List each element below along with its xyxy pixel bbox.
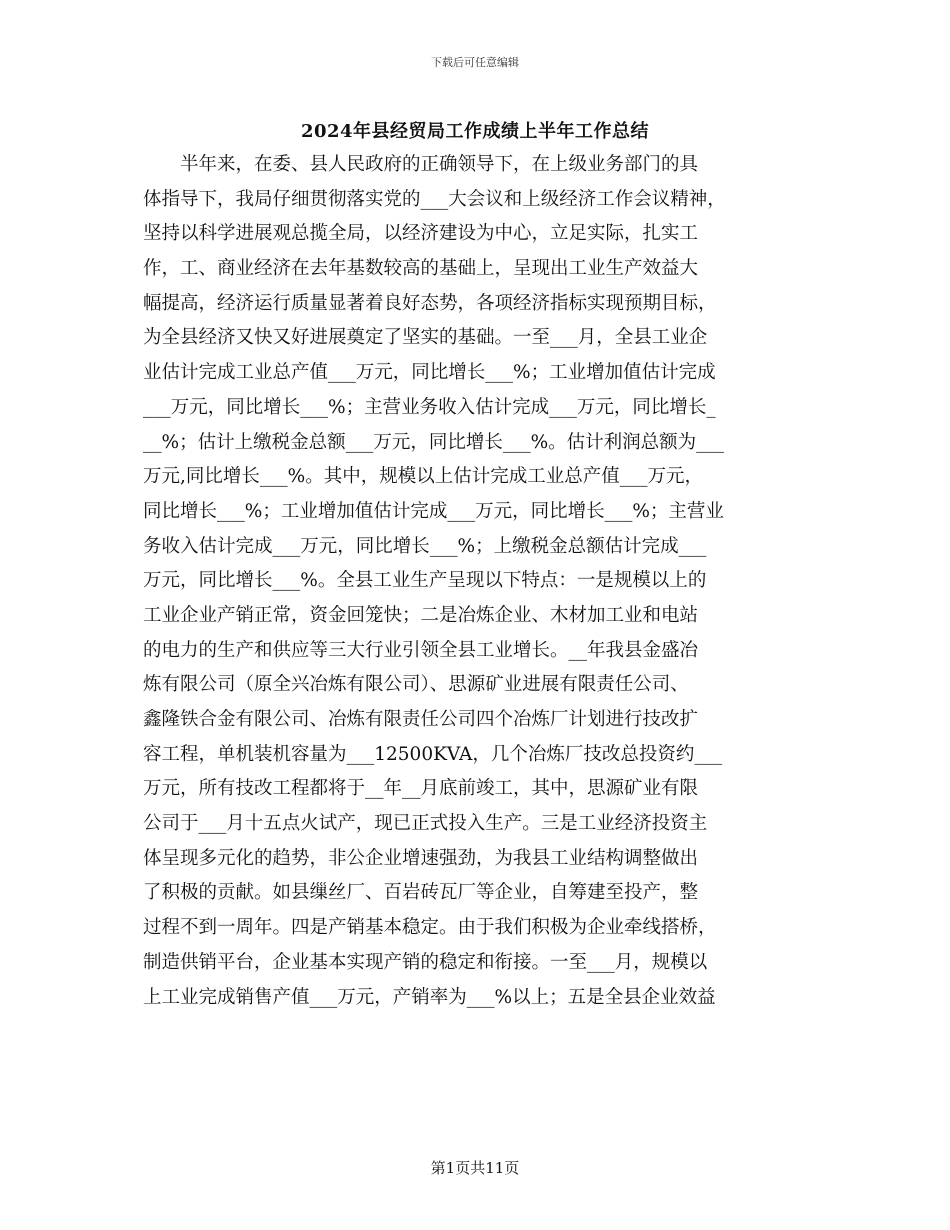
text-line: 务收入估计完成___万元，同比增长___%；上缴税金总额估计完成___ [143, 535, 707, 557]
page-footer: 第1页共11页 [430, 1159, 520, 1177]
text-line: __%；估计上缴税金总额___万元，同比增长___%。估计利润总额为___ [143, 431, 724, 453]
text-line: 了积极的贡献。如县缫丝厂、百岩砖瓦厂等企业，自筹建至投产，整 [143, 882, 699, 904]
text-line: 业估计完成工业总产值___万元，同比增长___%；工业增加值估计完成 [143, 362, 716, 384]
text-line: 万元,同比增长___%。其中，规模以上估计完成工业总产值___万元， [143, 466, 703, 488]
text-line: 作，工、商业经济在去年基数较高的基础上，呈现出工业生产效益大 [143, 258, 699, 280]
page-header: 下载后可任意编辑 [431, 56, 519, 69]
text-line: 幅提高，经济运行质量显著着良好态势，各项经济指标实现预期目标， [143, 292, 717, 314]
text-line: 过程不到一周年。四是产销基本稳定。由于我们积极为企业牵线搭桥， [143, 917, 717, 939]
text-line: 体呈现多元化的趋势，非公企业增速强劲，为我县工业结构调整做出 [143, 847, 699, 869]
text-line: 半年来，在委、县人民政府的正确领导下，在上级业务部门的具 [143, 154, 699, 175]
text-line: 炼有限公司（原全兴冶炼有限公司）、思源矿业进展有限责任公司、 [143, 674, 689, 696]
text-line: 坚持以科学进展观总揽全局，以经济建设为中心，立足实际，扎实工 [143, 223, 699, 245]
text-line: 公司于___月十五点火试产，现已正式投入生产。三是工业经济投资主 [143, 813, 708, 835]
document-title: 2024年县经贸局工作成绩上半年工作总结 [300, 121, 650, 142]
text-line: 万元，所有技改工程都将于__年__月底前竣工，其中，思源矿业有限 [143, 778, 699, 800]
text-line: 制造供销平台，企业基本实现产销的稳定和衔接。一至___月，规模以 [143, 951, 708, 973]
text-line: 万元，同比增长___%。全县工业生产呈现以下特点：一是规模以上的 [143, 570, 707, 592]
body-text [143, 148, 803, 1015]
text-line: 同比增长___%；工业增加值估计完成___万元，同比增长___%；主营业 [143, 500, 724, 522]
text-line: 上工业完成销售产值___万元，产销率为___%以上；五是全县企业效益 [143, 986, 716, 1008]
text-line: 体指导下，我局仔细贯彻落实党的___大会议和上级经济工作会议精神， [143, 188, 726, 210]
text-line: 容工程，单机装机容量为___12500KVA，几个冶炼厂技改总投资约___ [143, 743, 723, 765]
text-line: 的电力的生产和供应等三大行业引领全县工业增长。__年我县金盛冶 [143, 639, 699, 661]
text-line: 鑫隆铁合金有限公司、冶炼有限责任公司四个冶炼厂计划进行技改扩 [143, 709, 699, 730]
text-line: ___万元，同比增长___%；主营业务收入估计完成___万元，同比增长_ [143, 396, 716, 418]
text-line: 工业企业产销正常，资金回笼快；二是冶炼企业、木材加工业和电站 [143, 604, 699, 626]
text-line: 为全县经济又快又好进展奠定了坚实的基础。一至___月，全县工业企 [143, 327, 708, 349]
